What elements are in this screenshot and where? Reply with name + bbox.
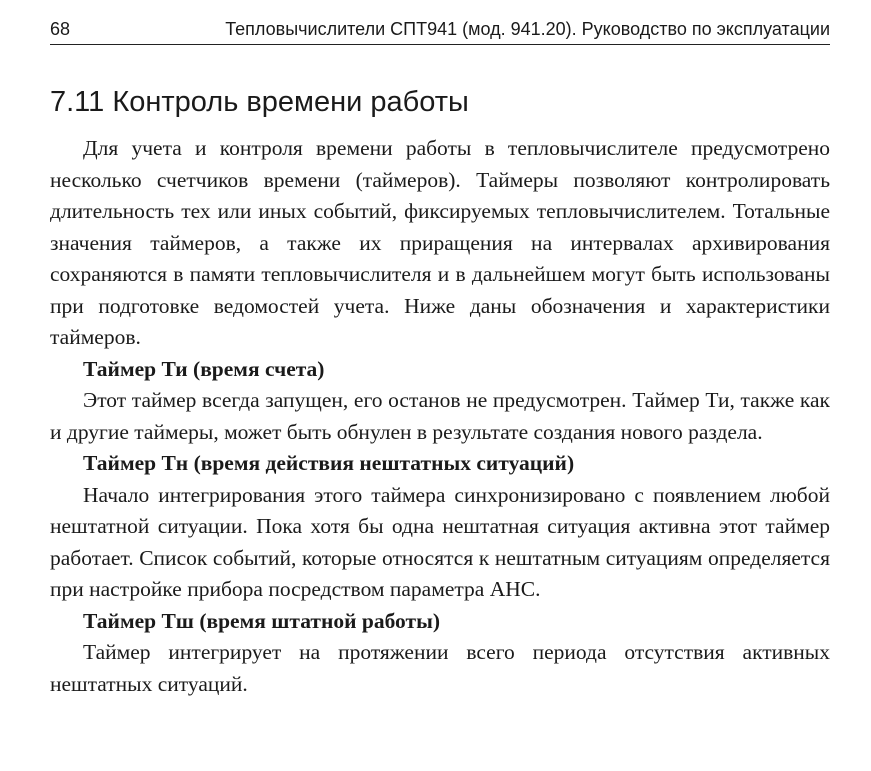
timer-text-tsh: Таймер интегрирует на протяжении всего периода отсутствия активных нештатных ситуаций. <box>50 640 830 696</box>
section-body <box>50 133 830 700</box>
page-number: 68 <box>50 19 71 39</box>
page-header <box>50 14 830 45</box>
intro-paragraph: Для учета и контроля времени работы в тепловычислителе предусмотрено несколько счетчиков времени (таймеров). Таймеры позволяют контролировать длительность тех или иных событий, фиксируемых тепловычислителем. Тотальные значения таймеров, а также их приращения на интервалах архивирования сохраняются в памяти тепловычислителя и в дальнейшем могут быть использованы при подготовке ведомостей учета. Ниже даны обозначения и характеристики таймеров. <box>50 136 830 349</box>
section-title: 7.11 Контроль времени работы <box>50 86 469 118</box>
timer-heading-tn: Таймер Тн (время действия нештатных ситуаций) <box>83 451 575 475</box>
timer-text-tn: Начало интегрирования этого таймера синхронизировано с появлением любой нештатной ситуации. Пока хотя бы одна нештатная ситуация активна этот таймер работает. Список событий, которые относятся к нештатным ситуациям определяется при настройке прибора посредством параметра АНС. <box>50 482 830 601</box>
running-title: Тепловычислители СПТ941 (мод. 941.20). Руководство по эксплуатации <box>225 19 830 39</box>
timer-heading-ti: Таймер Ти (время счета) <box>83 356 325 381</box>
timer-heading-tsh: Таймер Тш (время штатной работы) <box>83 608 441 633</box>
timer-text-ti: Этот таймер всегда запущен, его останов не предусмотрен. Таймер Ти, также как и другие таймеры, может быть обнулен в результате создания нового раздела. <box>50 388 830 444</box>
